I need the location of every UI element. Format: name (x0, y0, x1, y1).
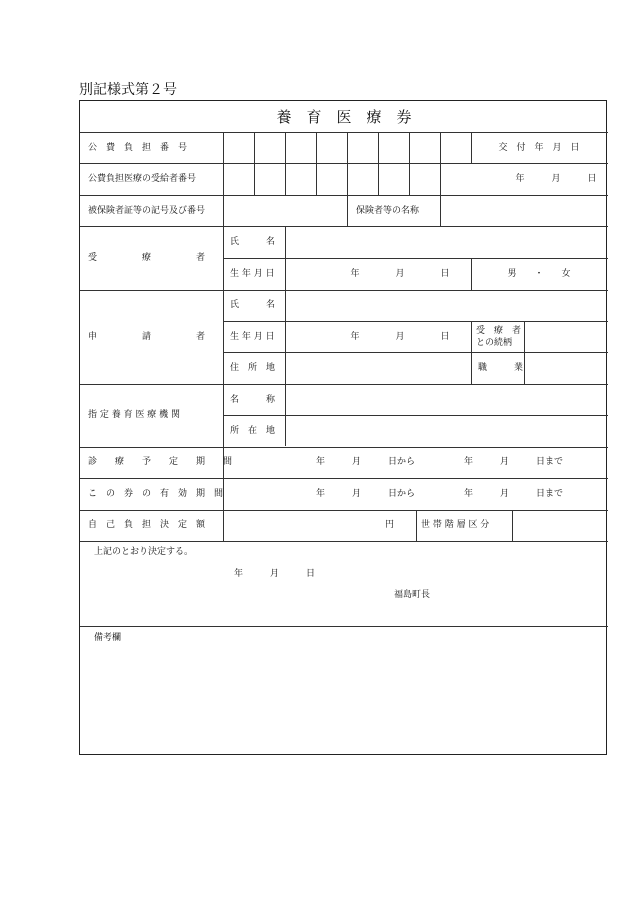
insurance-card-label: 被保険者証等の記号及び番号 (88, 206, 206, 216)
medical-voucher-form (79, 100, 607, 755)
remarks-label: 備考欄 (94, 633, 122, 643)
decision-date: 年 月 日 (234, 569, 316, 579)
insurer-name-label: 保険者等の名称 (356, 206, 420, 216)
validity-period-label: こ の 券 の 有 効 期 間 (88, 489, 224, 499)
yen-unit: 円 (385, 520, 395, 530)
address-label: 住 所 地 (230, 363, 276, 373)
treatment-period-to: 年 月 日まで (464, 457, 564, 467)
treatment-period-from: 年 月 日から (316, 457, 416, 467)
issue-date-value: 年 月 日 (515, 174, 597, 184)
applicant-birthdate-value: 年 月 日 (350, 332, 450, 342)
form-title: 養 育 医 療 券 (276, 108, 412, 126)
patient-name-label: 氏 名 (230, 237, 276, 247)
public-payer-number-label: 公 費 負 担 番 号 (88, 143, 188, 153)
household-class-label: 世 帯 階 層 区 分 (421, 520, 490, 530)
occupation-label: 職 業 (478, 363, 524, 373)
patient-birthdate-value: 年 月 日 (350, 269, 450, 279)
relation-label-line1: 受 療 者 (476, 326, 522, 336)
form-number-label: 別記様式第２号 (79, 82, 177, 98)
recipient-number-label: 公費負担医療の受給者番号 (88, 174, 197, 184)
applicant-label: 申 請 者 (88, 332, 206, 342)
facility-label: 指 定 養 育 医 療 機 関 (88, 410, 181, 420)
copay-label: 自 己 負 担 決 定 額 (88, 520, 206, 530)
applicant-birthdate-label: 生 年 月 日 (230, 332, 275, 342)
patient-sex-field: 男 ・ 女 (507, 269, 571, 279)
applicant-name-label: 氏 名 (230, 300, 276, 310)
facility-location-label: 所 在 地 (230, 426, 276, 436)
signer-name: 福島町長 (394, 590, 431, 600)
validity-period-from: 年 月 日から (316, 489, 416, 499)
patient-label: 受 療 者 (88, 253, 206, 263)
relation-label-line2: との続柄 (476, 338, 513, 348)
decision-statement: 上記のとおり決定する。 (94, 547, 194, 557)
validity-period-to: 年 月 日まで (464, 489, 564, 499)
issue-date-label: 交 付 年 月 日 (498, 143, 580, 153)
facility-name-label: 名 称 (230, 395, 276, 405)
patient-birthdate-label: 生 年 月 日 (230, 269, 275, 279)
treatment-period-label: 診 療 予 定 期 間 (88, 457, 233, 467)
